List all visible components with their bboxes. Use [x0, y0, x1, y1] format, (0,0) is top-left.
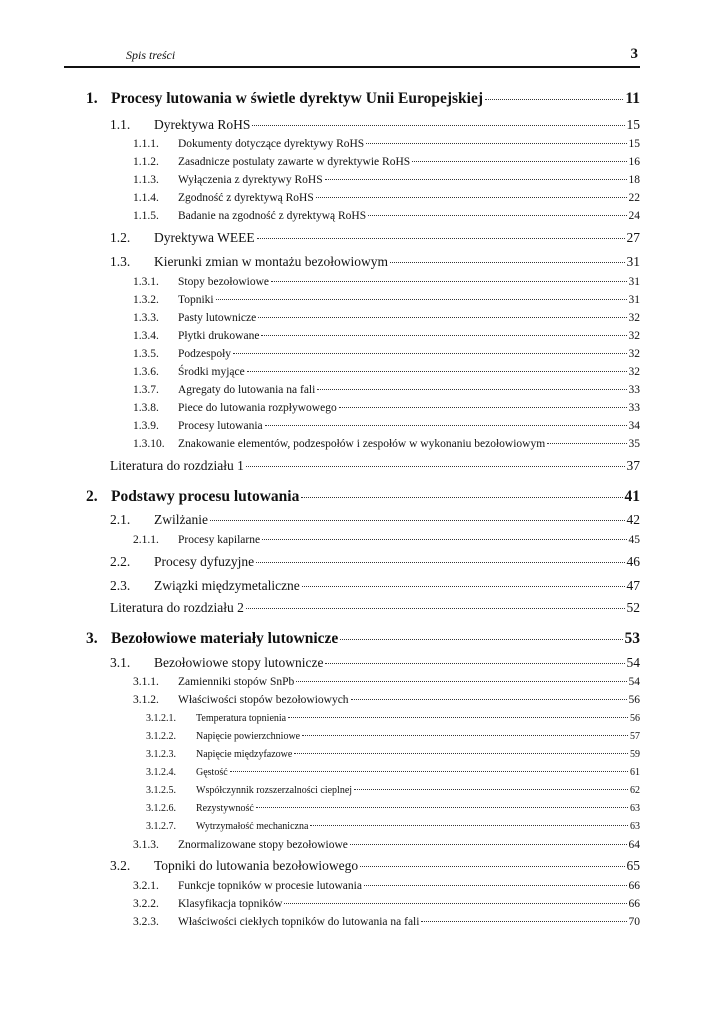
toc-label: Podzespoły [178, 348, 232, 360]
toc-subsection[interactable] [133, 916, 640, 928]
toc-label: Właściwości stopów bezołowiowych [178, 694, 349, 706]
toc-page: 18 [628, 174, 640, 186]
dot-leader [216, 299, 627, 300]
toc-page: 33 [628, 402, 640, 414]
toc-label: Stopy bezołowiowe [178, 276, 270, 288]
toc-label: Znormalizowane stopy bezołowiowe [178, 839, 348, 851]
dot-leader [284, 903, 626, 904]
toc-label: Napięcie powierzchniowe [196, 731, 301, 742]
toc-number: 2.1. [110, 512, 131, 527]
toc-number: 2.1.1. [133, 534, 159, 546]
toc-subsection[interactable] [133, 294, 640, 306]
toc-number: 3.2.3. [133, 916, 159, 928]
dot-leader [310, 825, 628, 826]
toc-subsection[interactable] [133, 694, 640, 706]
running-header-title: Spis treści [126, 48, 176, 62]
dot-leader [301, 497, 622, 498]
toc-page: 32 [628, 312, 640, 324]
toc-number: 3.1.2. [133, 694, 159, 706]
toc-subsubsection[interactable] [146, 803, 640, 814]
toc-number: 3. [86, 630, 98, 647]
toc-section-2-2[interactable] [110, 554, 640, 570]
dot-leader [302, 586, 625, 587]
dot-leader [246, 608, 625, 609]
toc-section-1-2[interactable] [110, 230, 640, 246]
toc-page: 32 [628, 348, 640, 360]
toc-label: Dyrektywa RoHS [154, 117, 251, 132]
toc-subsection[interactable] [133, 174, 640, 186]
toc-label: Zasadnicze postulaty zawarte w dyrektywie RoHS [178, 156, 411, 168]
dot-leader [485, 99, 623, 100]
toc-page: 70 [628, 916, 640, 928]
toc-number: 3.1.2.3. [146, 749, 176, 760]
toc-label: Płytki drukowane [178, 330, 260, 342]
toc-number: 2.2. [110, 554, 131, 569]
toc-label: Literatura do rozdziału 1 [110, 458, 244, 473]
toc-page: 47 [626, 578, 640, 593]
toc-number: 1.1.1. [133, 138, 159, 150]
toc-number: 1.3.4. [133, 330, 159, 342]
toc-number: 3.1.2.4. [146, 767, 176, 778]
toc-label: Klasyfikacja topników [178, 898, 283, 910]
toc-label: Topniki do lutowania bezołowiowego [154, 858, 359, 873]
toc-number: 3.1.2.5. [146, 785, 176, 796]
toc-label: Gęstość [196, 767, 228, 778]
toc-label: Procesy kapilarne [178, 534, 261, 546]
toc-label: Agregaty do lutowania na fali [178, 384, 316, 396]
dot-leader [294, 753, 628, 754]
toc-page: 22 [628, 192, 640, 204]
toc-number: 1.3.2. [133, 294, 159, 306]
toc-literature-1[interactable] [110, 458, 640, 474]
toc-subsection[interactable] [133, 210, 640, 222]
dot-leader [257, 238, 625, 239]
toc-page: 35 [628, 438, 640, 450]
toc-subsection[interactable] [133, 676, 640, 688]
toc-label: Badanie na zgodność z dyrektywą RoHS [178, 210, 367, 222]
toc-label: Związki międzymetaliczne [154, 578, 300, 593]
toc-label: Temperatura topnienia [196, 713, 287, 724]
toc-number: 1.3.8. [133, 402, 159, 414]
toc-page: 42 [626, 512, 640, 527]
dot-leader [368, 215, 626, 216]
dot-leader [233, 353, 626, 354]
toc-label: Wytrzymałość mechaniczna [196, 821, 309, 832]
toc-number: 3.2. [110, 858, 131, 873]
toc-section-1-1[interactable] [110, 117, 640, 133]
toc-label: Rezystywność [196, 803, 254, 814]
toc-label: Napięcie międzyfazowe [196, 749, 293, 760]
dot-leader [360, 866, 624, 867]
toc-page: 33 [628, 384, 640, 396]
toc-subsection[interactable] [133, 384, 640, 396]
toc-section-3-2[interactable] [110, 858, 640, 874]
toc-subsection[interactable] [133, 312, 640, 324]
header-rule [64, 66, 640, 68]
toc-subsection[interactable] [133, 534, 640, 546]
toc-label: Kierunki zmian w montażu bezołowiowym [154, 254, 388, 269]
toc-subsubsection[interactable] [146, 785, 640, 796]
toc-page: 32 [628, 366, 640, 378]
toc-number: 1.3.6. [133, 366, 159, 378]
dot-leader [354, 789, 628, 790]
toc-subsubsection[interactable] [146, 821, 640, 832]
toc-number: 3.1.2.2. [146, 731, 176, 742]
toc-number: 1.1.3. [133, 174, 159, 186]
toc-number: 1.3.1. [133, 276, 159, 288]
toc-label: Procesy dyfuzyjne [154, 554, 255, 569]
toc-number: 3.1.2.7. [146, 821, 176, 832]
toc-number: 3.1.2.1. [146, 713, 176, 724]
toc-page: 41 [624, 488, 640, 505]
toc-label: Współczynnik rozszerzalności cieplnej [196, 785, 353, 796]
toc-label: Funkcje topników w procesie lutowania [178, 880, 362, 892]
running-header [64, 46, 640, 64]
toc-page: 37 [626, 458, 640, 473]
toc-page: 46 [626, 554, 640, 569]
toc-subsection[interactable] [133, 348, 640, 360]
toc-label: Pasty lutownicze [178, 312, 257, 324]
toc-number: 3.1. [110, 655, 131, 670]
dot-leader [340, 639, 622, 640]
toc-number: 1.3.3. [133, 312, 159, 324]
toc-number: 2.3. [110, 578, 131, 593]
dot-leader [364, 885, 627, 886]
toc-page: 54 [626, 655, 640, 670]
toc-page: 31 [628, 294, 640, 306]
dot-leader [351, 699, 627, 700]
toc-section-1-3[interactable] [110, 254, 640, 270]
toc-page: 65 [626, 858, 640, 873]
dot-leader [296, 681, 626, 682]
toc-label: Dyrektywa WEEE [154, 230, 255, 245]
toc-label: Procesy lutowania [178, 420, 263, 432]
dot-leader [261, 335, 626, 336]
toc-label: Dokumenty dotyczące dyrektywy RoHS [178, 138, 365, 150]
dot-leader [325, 663, 624, 664]
dot-leader [246, 466, 625, 467]
dot-leader [262, 539, 626, 540]
toc-section-2-3[interactable] [110, 578, 640, 594]
toc-page: 16 [628, 156, 640, 168]
toc-subsubsection[interactable] [146, 713, 640, 724]
toc-page: 15 [626, 117, 640, 132]
dot-leader [421, 921, 626, 922]
toc-label: Bezołowiowe materiały lutownicze [111, 630, 339, 647]
toc-page: 57 [630, 731, 640, 742]
toc-number: 3.2.1. [133, 880, 159, 892]
dot-leader [317, 389, 626, 390]
toc-subsection[interactable] [133, 880, 640, 892]
toc-label: Znakowanie elementów, podzespołów i zespołów w wykonaniu bezołowiowym [178, 438, 546, 450]
toc-page: 45 [628, 534, 640, 546]
dot-leader [547, 443, 626, 444]
toc-subsection[interactable] [133, 438, 640, 450]
toc-page: 52 [626, 600, 640, 615]
toc-label: Topniki [178, 294, 214, 306]
toc-page: 56 [630, 713, 640, 724]
toc-number: 2. [86, 488, 98, 505]
toc-subsubsection[interactable] [146, 749, 640, 760]
toc-subsection[interactable] [133, 402, 640, 414]
dot-leader [210, 520, 625, 521]
toc-section-2-1[interactable] [110, 512, 640, 528]
toc-page: 66 [628, 880, 640, 892]
dot-leader [247, 371, 627, 372]
dot-leader [366, 143, 626, 144]
toc-page: 15 [628, 138, 640, 150]
toc-label: Środki myjące [178, 366, 245, 378]
toc-section-3-1[interactable] [110, 655, 640, 671]
toc-number: 1.2. [110, 230, 131, 245]
toc-chapter-2[interactable] [86, 488, 640, 506]
toc-number: 3.1.2.6. [146, 803, 176, 814]
toc-number: 1.1.4. [133, 192, 159, 204]
toc-page: 56 [628, 694, 640, 706]
dot-leader [256, 807, 628, 808]
toc-page: 64 [628, 839, 640, 851]
dot-leader [288, 717, 628, 718]
dot-leader [256, 562, 624, 563]
toc-page: 63 [630, 803, 640, 814]
toc-number: 1.3.9. [133, 420, 159, 432]
toc-page: 11 [625, 90, 640, 107]
toc-page: 34 [628, 420, 640, 432]
toc-subsection[interactable] [133, 276, 640, 288]
toc-label: Zamienniki stopów SnPb [178, 676, 295, 688]
toc-label: Podstawy procesu lutowania [111, 488, 300, 505]
toc-page: 24 [628, 210, 640, 222]
dot-leader [390, 262, 625, 263]
toc-page: 53 [624, 630, 640, 647]
toc-number: 1.3.7. [133, 384, 159, 396]
dot-leader [271, 281, 626, 282]
dot-leader [230, 771, 628, 772]
toc-chapter-1[interactable] [86, 90, 640, 108]
toc-page: 27 [626, 230, 640, 245]
dot-leader [339, 407, 627, 408]
toc-subsection[interactable] [133, 192, 640, 204]
toc-chapter-3[interactable] [86, 630, 640, 648]
toc-label: Wyłączenia z dyrektywy RoHS [178, 174, 323, 186]
toc-subsection[interactable] [133, 366, 640, 378]
dot-leader [325, 179, 627, 180]
toc-label: Bezołowiowe stopy lutownicze [154, 655, 324, 670]
toc-subsection[interactable] [133, 839, 640, 851]
toc-page: 63 [630, 821, 640, 832]
toc-page: 31 [626, 254, 640, 269]
toc-number: 1.1. [110, 117, 131, 132]
dot-leader [412, 161, 626, 162]
toc-page: 59 [630, 749, 640, 760]
toc-subsection[interactable] [133, 156, 640, 168]
toc-subsection[interactable] [133, 420, 640, 432]
toc-label: Właściwości ciekłych topników do lutowania na fali [178, 916, 420, 928]
toc-number: 3.1.1. [133, 676, 159, 688]
dot-leader [302, 735, 628, 736]
toc-page: 32 [628, 330, 640, 342]
toc-number: 3.2.2. [133, 898, 159, 910]
toc-label: Zgodność z dyrektywą RoHS [178, 192, 314, 204]
toc-page: 61 [630, 767, 640, 778]
toc-subsubsection[interactable] [146, 731, 640, 742]
toc-subsection[interactable] [133, 898, 640, 910]
toc-number: 1.1.2. [133, 156, 159, 168]
toc-number: 1.3. [110, 254, 131, 269]
toc-label: Procesy lutowania w świetle dyrektyw Unii Europejskiej [111, 90, 483, 107]
toc-number: 1. [86, 90, 98, 107]
dot-leader [258, 317, 626, 318]
toc-number: 3.1.3. [133, 839, 159, 851]
toc-label: Piece do lutowania rozpływowego [178, 402, 337, 414]
dot-leader [316, 197, 627, 198]
dot-leader [252, 125, 624, 126]
toc-subsubsection[interactable] [146, 767, 640, 778]
toc-number: 1.1.5. [133, 210, 159, 222]
toc-page: 54 [628, 676, 640, 688]
toc-subsection[interactable] [133, 138, 640, 150]
toc-page: 31 [628, 276, 640, 288]
dot-leader [265, 425, 627, 426]
toc-number: 1.3.10. [133, 438, 165, 450]
toc-page: 62 [630, 785, 640, 796]
toc-label: Zwilżanie [154, 512, 208, 527]
dot-leader [350, 844, 627, 845]
toc-literature-2[interactable] [110, 600, 640, 616]
toc-page: 66 [628, 898, 640, 910]
page-number: 3 [630, 46, 638, 62]
toc-number: 1.3.5. [133, 348, 159, 360]
toc-label: Literatura do rozdziału 2 [110, 600, 244, 615]
toc-subsection[interactable] [133, 330, 640, 342]
